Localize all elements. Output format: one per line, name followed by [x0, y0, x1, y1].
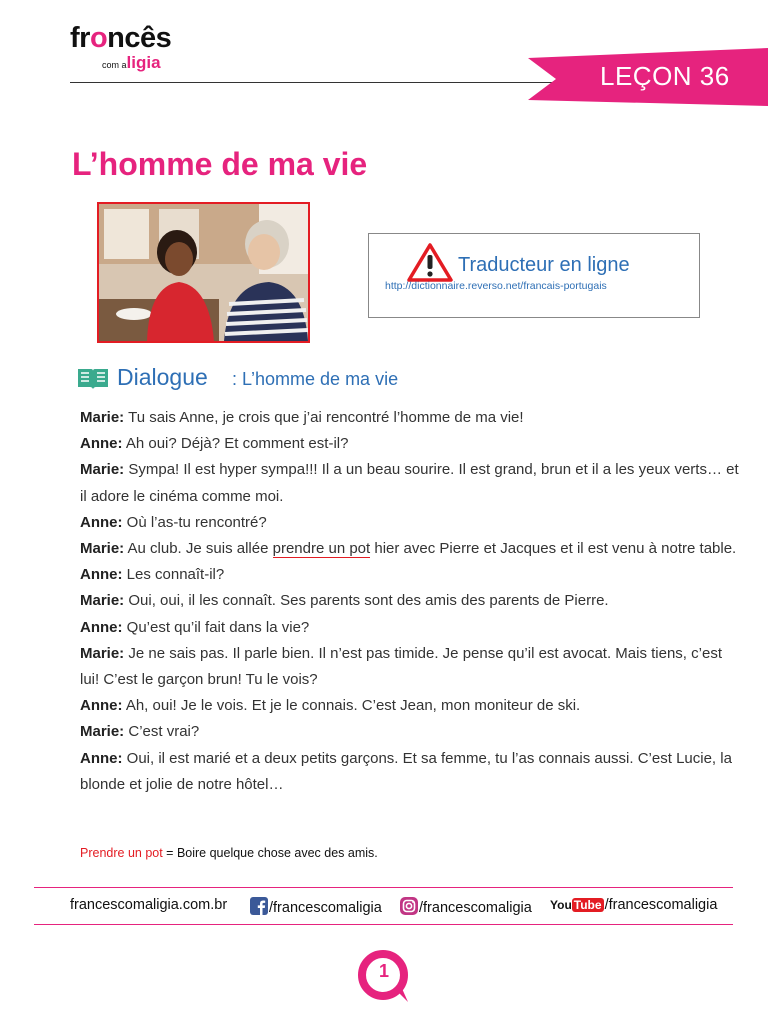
dialogue-line — [80, 588, 740, 614]
facebook-icon — [250, 897, 268, 915]
logo-part: ncês — [107, 22, 172, 54]
youtube-icon — [550, 898, 604, 912]
dialogue-text — [80, 405, 740, 798]
footer-instagram[interactable] — [400, 897, 532, 916]
line-text: C’est vrai? — [124, 723, 200, 741]
line-text: Ah, oui! Je le vois. Et je le connais. C’est Jean, mon moniteur de ski. — [122, 697, 581, 715]
footer-divider-bottom — [34, 924, 733, 925]
page-number: 1 — [378, 961, 389, 981]
speaker: Marie: — [80, 409, 125, 426]
logo-ligia: ligia — [126, 53, 161, 72]
dialogue-line — [80, 615, 740, 641]
page-number-badge — [356, 948, 412, 1004]
line-text: Je ne sais pas. Il parle bien. Il n’est pas timide. Je pense qu’il est avocat. Mais tiens, c’est lui! C’est le garçon brun! Tu le vois? — [80, 644, 722, 689]
line-text: hier avec Pierre et Jacques et il est venu à notre table. — [370, 540, 737, 558]
instagram-handle: /francescomaligia — [419, 900, 532, 916]
footer-facebook[interactable] — [250, 897, 382, 916]
dialogue-line — [80, 510, 740, 536]
dialogue-line — [80, 431, 740, 457]
speaker: Anne: — [80, 697, 123, 715]
book-icon — [77, 366, 109, 390]
dialogue-line — [80, 719, 740, 745]
line-text: Les connaît-il? — [122, 566, 225, 584]
youtube-logo-tube: Tube — [573, 898, 602, 912]
note-term: Prendre un pot — [80, 846, 163, 860]
facebook-handle: /francescomaligia — [269, 900, 382, 916]
line-text: Où l’as-tu rencontré? — [122, 513, 267, 531]
brand-logo — [70, 22, 172, 72]
footer-youtube[interactable] — [550, 897, 717, 913]
line-text: Qu’est qu’il fait dans la vie? — [122, 618, 310, 636]
logo-wordmark — [70, 24, 171, 53]
speaker: Marie: — [80, 540, 125, 558]
youtube-handle: /francescomaligia — [604, 897, 718, 913]
line-text: Tu sais Anne, je crois que j’ai rencontré l’homme de ma vie! — [124, 409, 524, 426]
vocabulary-note — [80, 846, 378, 860]
speaker: Anne: — [80, 749, 123, 767]
speaker: Marie: — [80, 461, 125, 479]
logo-subline — [102, 54, 161, 72]
line-text: Sympa! Il est hyper sympa!!! Il a un beau sourire. Il est grand, brun et il a les yeux verts… et il adore le cinéma comme moi. — [80, 461, 739, 505]
line-text: Oui, oui, il les connaît. Ses parents sont des amis des parents de Pierre. — [124, 592, 609, 610]
page-title: L’homme de ma vie — [72, 146, 368, 182]
note-definition: = Boire quelque chose avec des amis. — [162, 846, 378, 860]
instagram-icon — [400, 897, 418, 915]
dialogue-label: Dialogue — [117, 364, 208, 390]
dialogue-line — [80, 693, 740, 719]
speaker: Marie: — [80, 592, 125, 610]
speaker: Marie: — [80, 644, 125, 662]
dialogue-line — [80, 536, 740, 562]
warning-icon — [407, 242, 453, 282]
lesson-number: LEÇON 36 — [600, 61, 730, 91]
youtube-logo-you: You — [550, 898, 572, 912]
underlined-expression: prendre un pot — [272, 540, 371, 558]
translator-box — [368, 233, 700, 318]
line-text: Ah oui? Déjà? Et comment est-il? — [122, 435, 349, 453]
dialogue-line — [80, 746, 740, 798]
translator-link[interactable]: http://dictionnaire.reverso.net/francais-portugais — [385, 280, 607, 292]
dialogue-subtitle: : L’homme de ma vie — [232, 369, 399, 389]
line-text: Oui, il est marié et a deux petits garçons. Et sa femme, tu l’as connais aussi. C’est Lucie, la blonde et jolie de notre hôtel… — [80, 749, 732, 793]
dialogue-line — [80, 457, 740, 509]
line-text: Au club. Je suis allée — [124, 540, 273, 558]
footer-divider-top — [34, 887, 733, 888]
speaker: Anne: — [80, 513, 123, 531]
dialogue-line — [80, 405, 740, 431]
speaker: Marie: — [80, 723, 125, 741]
footer-site-link[interactable]: francescomaligia.com.br — [70, 897, 228, 913]
speaker: Anne: — [80, 618, 123, 636]
logo-small: com a — [102, 60, 127, 70]
dialogue-line — [80, 641, 740, 693]
photo-illustration — [99, 204, 308, 341]
speaker: Anne: — [80, 566, 123, 584]
dialogue-line — [80, 562, 740, 588]
translator-title: Traducteur en ligne — [458, 254, 630, 276]
logo-part: o — [89, 22, 108, 54]
dialogue-photo — [97, 202, 310, 343]
lesson-ribbon — [528, 48, 768, 106]
speaker: Anne: — [80, 435, 123, 453]
logo-part: fr — [70, 22, 90, 54]
